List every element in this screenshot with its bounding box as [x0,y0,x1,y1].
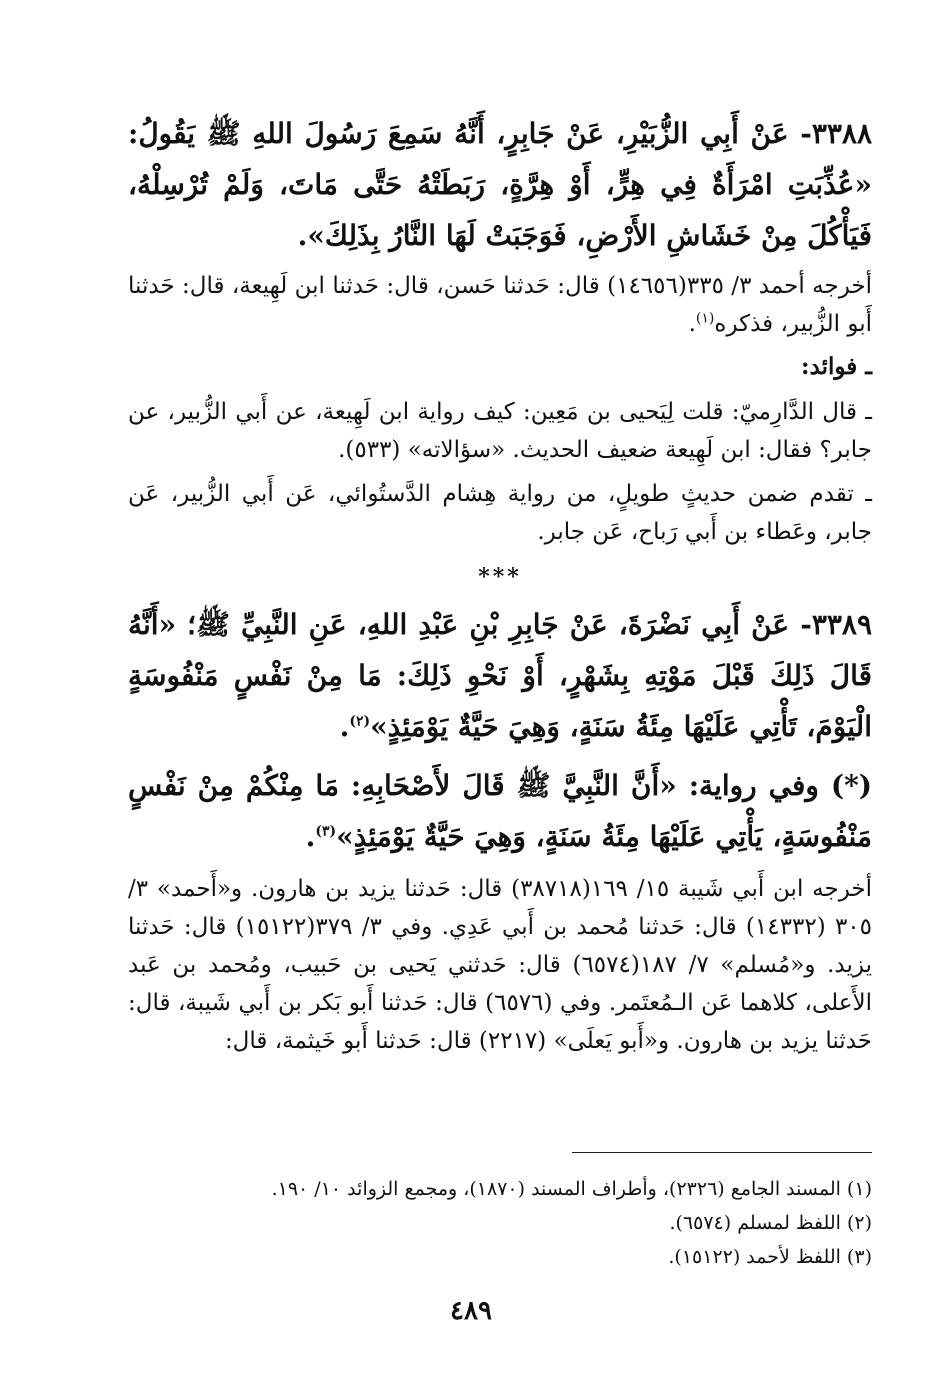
benefit-2: ـ تقدم ضمن حديثٍ طويلٍ، من رواية هِشام الدَّستُوائي، عَن أَبي الزُّبير، عَن جابر، وعَطاء بن أَبي رَباح، عَن جابر. [128,481,872,545]
footnotes [128,1172,872,1274]
hadith-3388-text: ٣٣٨٨- عَنْ أَبِي الزُّبَيْرِ، عَنْ جَابِرٍ، أَنَّهُ سَمِعَ رَسُولَ اللهِ ﷺ يَقُولُ: «عُذِّبَتِ امْرَأَةٌ فِي هِرٍّ، أَوْ هِرَّةٍ، رَبَطَتْهُ حَتَّى مَاتَ، وَلَمْ تُرْسِلْهُ، فَيَأْكُلَ مِنْ خَشَاشِ الأَرْضِ، فَوَجَبَتْ لَهَا النَّارُ بِذَلِكَ». [128,117,872,252]
footnote-1: (١) المسند الجامع (٢٣٢٦)، وأطراف المسند (١٨٧٠)، ومجمع الزوائد ١٠/ ١٩٠. [271,1178,872,1200]
hadith-3389-variant: (*) وفي رواية: «أَنَّ النَّبِيَّ ﷺ قَالَ لأَصْحَابِهِ: مَا مِنْكُمْ مِنْ نَفْسٍ مَنْفُوسَةٍ، يَأْتِي عَلَيْهَا مِئَةُ سَنَةٍ، وَهِيَ حَيَّةٌ يَوْمَئِذٍ»$^{(٣)}$. [128,769,872,853]
footnote-3: (٣) اللفظ لأحمد (١٥١٢٢). [668,1246,872,1268]
hadith-3388-source: أخرجه أحمد ٣/ ٣٣٥(١٤٦٥٦) قال: حَدثنا حَسن، قال: حَدثنا ابن لَهِيعة، قال: حَدثنا أَبو الزُّبير، فذكره$^{(١)}$. [128,273,873,337]
hadith-3389-source: أخرجه ابن أَبي شَيبة ١٥/ ١٦٩(٣٨٧١٨) قال: حَدثنا يزيد بن هارون. و«أَحمد» ٣/ ٣٠٥ (١٤٣٣٢) قال: حَدثنا مُحمد بن أَبي عَدِي. وفي ٣/ ٣٧٩(١٥١٢٢) قال: حَدثنا يزيد. و«مُسلم» ٧/ ١٨٧(٦٥٧٤) قال: حَدثني يَحيى بن حَبيب، ومُحمد بن عَبد الأَعلى، كلاهما عَن الـمُعتَمر. وفي (٦٥٧٦) قال: حَدثنا أَبو بَكر بن أَبي شَيبة، قال: حَدثنا يزيد بن هارون. و«أَبو يَعلَى» (٢٢١٧) قال: حَدثنا أَبو خَيثمة، قال: [128,876,872,1054]
page-number: ٤٨٩ [450,1296,492,1326]
footnote-ref-2: (٢) [349,713,371,730]
footnote-ref-1: (١) [695,310,715,327]
footnote-2: (٢) اللفظ لمسلم (٦٥٧٤). [669,1212,872,1234]
benefits-heading: ـ فوائد: [801,353,872,380]
footnote-divider [572,1152,872,1153]
hadith-3389-text-body: ٣٣٨٩- عَنْ أَبِي نَضْرَةَ، عَنْ جَابِرِ بْنِ عَبْدِ اللهِ، عَنِ النَّبِيِّ ﷺ؛ «أَنَّهُ قَالَ ذَلِكَ قَبْلَ مَوْتِهِ بِشَهْرٍ، أَوْ نَحْوِ ذَلِكَ: مَا مِنْ نَفْسٍ مَنْفُوسَةٍ الْيَوْمَ، تَأْتِي عَلَيْهَا مِئَةُ سَنَةٍ، وَهِيَ حَيَّةٌ يَوْمَئِذٍ» [128,608,872,743]
hadith-3389-variant-body: (*) وفي رواية: «أَنَّ النَّبِيَّ ﷺ قَالَ لأَصْحَابِهِ: مَا مِنْكُمْ مِنْ نَفْسٍ مَنْفُوسَةٍ، يَأْتِي عَلَيْهَا مِئَةُ سَنَةٍ، وَهِيَ حَيَّةٌ يَوْمَئِذٍ» [128,769,872,853]
section-separator: *** [478,564,522,590]
hadith-3389-text: ٣٣٨٩- عَنْ أَبِي نَضْرَةَ، عَنْ جَابِرِ بْنِ عَبْدِ اللهِ، عَنِ النَّبِيِّ ﷺ؛ «أَنَّهُ قَالَ ذَلِكَ قَبْلَ مَوْتِهِ بِشَهْرٍ، أَوْ نَحْوِ ذَلِكَ: مَا مِنْ نَفْسٍ مَنْفُوسَةٍ الْيَوْمَ، تَأْتِي عَلَيْهَا مِئَةُ سَنَةٍ، وَهِيَ حَيَّةٌ يَوْمَئِذٍ»$^{(٢)}$. [128,608,872,743]
benefit-1: ـ قال الدَّارِميّ: قلت لِيَحيى بن مَعِين: كيف رواية ابن لَهِيعة، عن أَبي الزُّبير، عن جابر؟ فقال: ابن لَهِيعة ضعيف الحديث. «سؤالاته» (٥٣٣). [128,399,872,463]
footnote-ref-3: (٣) [315,823,337,840]
hadith-3388-source-text: أخرجه أحمد ٣/ ٣٣٥(١٤٦٥٦) قال: حَدثنا حَسن، قال: حَدثنا ابن لَهِيعة، قال: حَدثنا أَبو الزُّبير، فذكره [128,273,873,337]
